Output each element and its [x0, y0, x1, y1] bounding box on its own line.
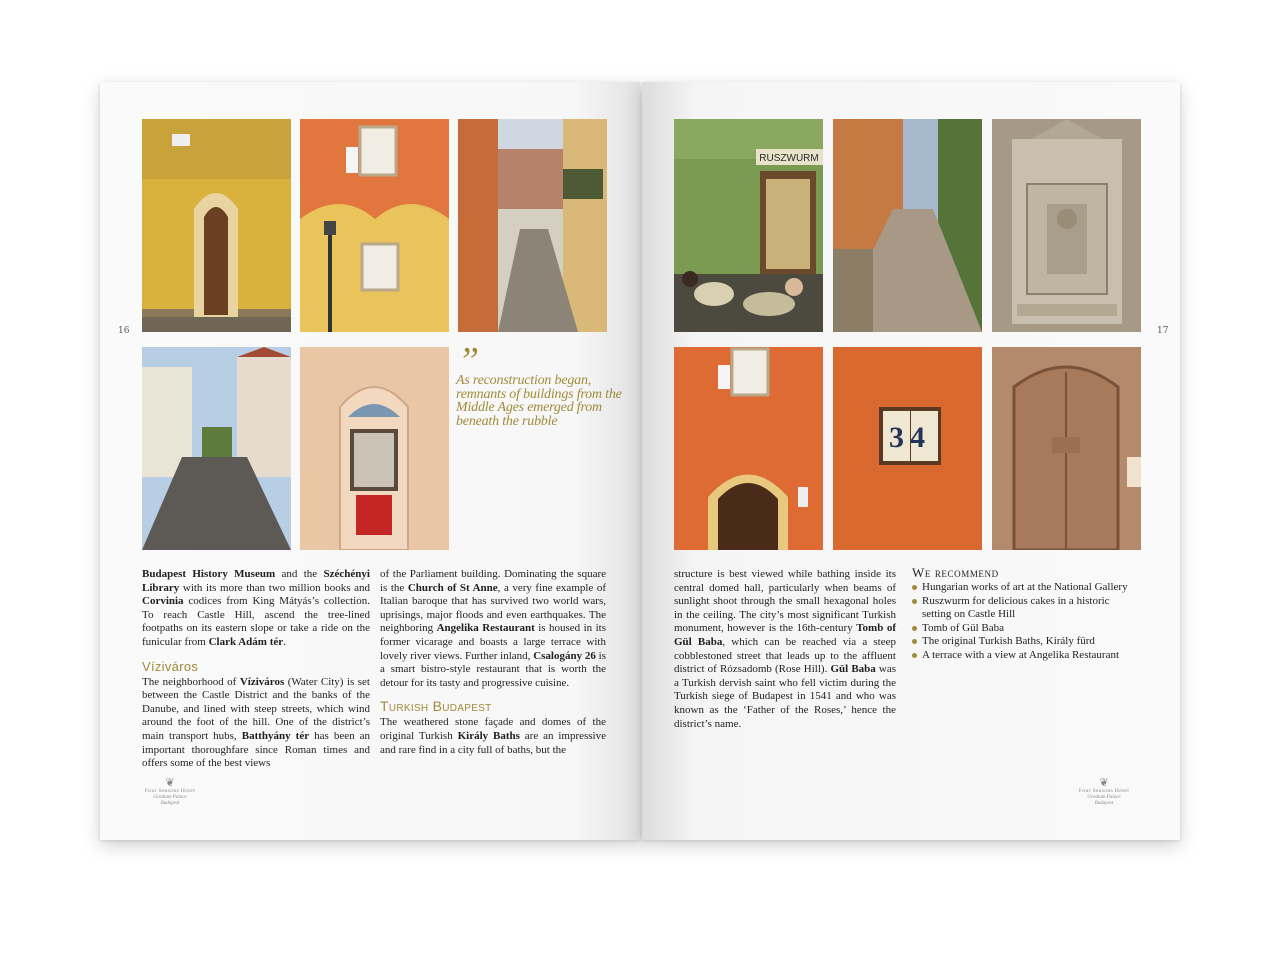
logo-line-2: Gresham Palace: [153, 795, 187, 800]
bold-term: Király Baths: [457, 729, 520, 742]
text-run: The weathered stone façade and domes of the original Turkish: [380, 716, 606, 742]
photo-wooden-door: [992, 347, 1141, 550]
hotel-logo-right: [1074, 778, 1134, 807]
text-run: codices from King Mátyás’s collection. To reach Castle Hill, ascend the tree-lined footpaths on its eastern slope or take a ride on the funicular from: [142, 595, 370, 648]
list-item-text: The original Turkish Baths, Király fürd: [922, 635, 1095, 648]
section-heading-turkish-budapest: Turkish Budapest: [380, 698, 492, 715]
recommend-box: [912, 566, 1140, 663]
magazine-spread: [100, 82, 1182, 842]
bold-term: Gül Baba: [830, 663, 876, 676]
list-item: [912, 635, 1140, 649]
page-number-right: 17: [1157, 326, 1169, 336]
logo-emblem-icon: ❦: [1099, 777, 1109, 789]
bold-term: Tomb of Gül Baba: [674, 622, 896, 648]
photo-sloped-lane: [142, 347, 291, 550]
photo-orange-arched-door: [674, 347, 823, 550]
paragraph: [380, 716, 606, 757]
bold-term: Víziváros: [239, 675, 285, 688]
text-run: are an impressive and rare find in a city full of baths, but the: [380, 729, 606, 756]
house-number-text: 34: [889, 421, 931, 454]
bold-term: Angelika Restaurant: [436, 622, 535, 635]
bullet-icon: [912, 639, 917, 644]
logo-emblem-icon: ❦: [165, 777, 175, 789]
list-item: [912, 649, 1140, 663]
logo-line-3: Budapest: [160, 801, 180, 806]
page-number-left: 16: [118, 326, 130, 336]
text-run: (Water City) is set between the Castle District and the banks of the Danube, and lined with steep streets, which wind around the foot of the hill. One of the district’s main transport hubs,: [142, 675, 370, 742]
list-item-text: Tomb of Gül Baba: [922, 621, 1005, 634]
photo-ruszwurm-cafe: [674, 119, 823, 332]
bold-term: Csalogány 26: [533, 649, 596, 662]
section-heading-viziváros: Víziváros: [142, 658, 199, 674]
text-run: , which can be reached via a steep cobblestoned street that leads up to the affluent district of Rózsadomb (Rose Hill).: [674, 635, 896, 676]
right-page: [642, 82, 1180, 840]
list-item: [912, 581, 1140, 595]
bold-term: Clark Adám tér: [208, 635, 284, 648]
quote-mark: ”: [458, 340, 479, 382]
text-run: is housed in its former vicarage and boasts a large terrace with lovely river views. Further inland,: [380, 622, 606, 662]
logo-line-1: Four Seasons Hotel: [144, 788, 196, 794]
left-page-column-1: [142, 568, 370, 771]
text-run: of the Parliament building. Dominating the square is the: [380, 568, 606, 594]
bold-term: Batthyány tér: [241, 729, 310, 742]
bullet-icon: [912, 653, 917, 658]
photo-cobbled-street: [458, 119, 607, 332]
recommend-title: We recommend: [912, 565, 999, 580]
photo-yellow-doorway: [142, 119, 291, 332]
text-run: , a very fine example of Italian baroque that has survived two world wars, uprisings, major floods and even earthquakes. The neighboring: [380, 581, 606, 635]
list-item: [912, 595, 1140, 622]
text-run: structure is best viewed while bathing inside its central domed hall, particularly when beams of sunlight shoot through the small hexagonal holes in the ceiling. The city’s most significant Turkish monument, however is the 16th-century: [674, 568, 896, 635]
right-page-column-1: [674, 568, 896, 731]
left-page-column-2: [380, 568, 606, 757]
logo-line-2: Gresham Palace: [1087, 795, 1121, 800]
photo-cobbled-path: [833, 119, 982, 332]
ruszwurm-sign-text: RUSZWURM: [759, 153, 819, 164]
paragraph: [380, 568, 606, 690]
list-item-text: Hungarian works of art at the National Gallery: [922, 581, 1128, 593]
text-run: has been an important thoroughfare since Roman times and offers some of the best views: [142, 729, 370, 770]
bold-term: Budapest History Museum: [142, 568, 276, 580]
left-page: [100, 82, 640, 840]
bullet-icon: [912, 585, 917, 590]
photo-stone-relief: [992, 119, 1141, 332]
paragraph: [674, 568, 896, 731]
text-run: was a Turkish dervish saint who fell victim during the Turkish siege of Budapest in 1541 and who was known as the ‘Father of the Roses,’ hence the district’s name.: [674, 663, 897, 730]
text-run: and the: [275, 568, 324, 580]
bold-term: Corvinia: [142, 595, 184, 608]
photo-orange-facade: [300, 119, 449, 332]
paragraph: [142, 676, 370, 771]
text-run: with its more than two million books and: [179, 581, 370, 594]
text-run: .: [283, 635, 286, 648]
pull-quote-text: As reconstruction began, remnants of buildings from the Middle Ages emerged from beneath the rubble: [456, 373, 622, 429]
logo-line-1: Four Seasons Hotel: [1078, 788, 1130, 794]
bold-term: Church of St Anne: [407, 581, 498, 594]
text-run: is a smart bistro-style restaurant that is worth the detour for its tasty and progressive cuisine.: [380, 649, 606, 689]
photo-arched-window: [300, 347, 449, 550]
paragraph: [142, 568, 370, 650]
photo-house-number: [833, 347, 982, 550]
bullet-icon: [912, 599, 917, 604]
pull-quote: [456, 340, 626, 429]
hotel-logo-left: [140, 778, 200, 807]
list-item-text: A terrace with a view at Angelika Restaurant: [922, 648, 1120, 661]
recommend-list: [912, 581, 1140, 663]
bold-term: Széchényi Library: [142, 568, 370, 594]
bullet-icon: [912, 626, 917, 631]
logo-line-3: Budapest: [1094, 801, 1114, 806]
text-run: The neighborhood of: [142, 675, 240, 688]
list-item-text: Ruszwurm for delicious cakes in a historic setting on Castle Hill: [922, 594, 1110, 621]
list-item: [912, 622, 1140, 636]
